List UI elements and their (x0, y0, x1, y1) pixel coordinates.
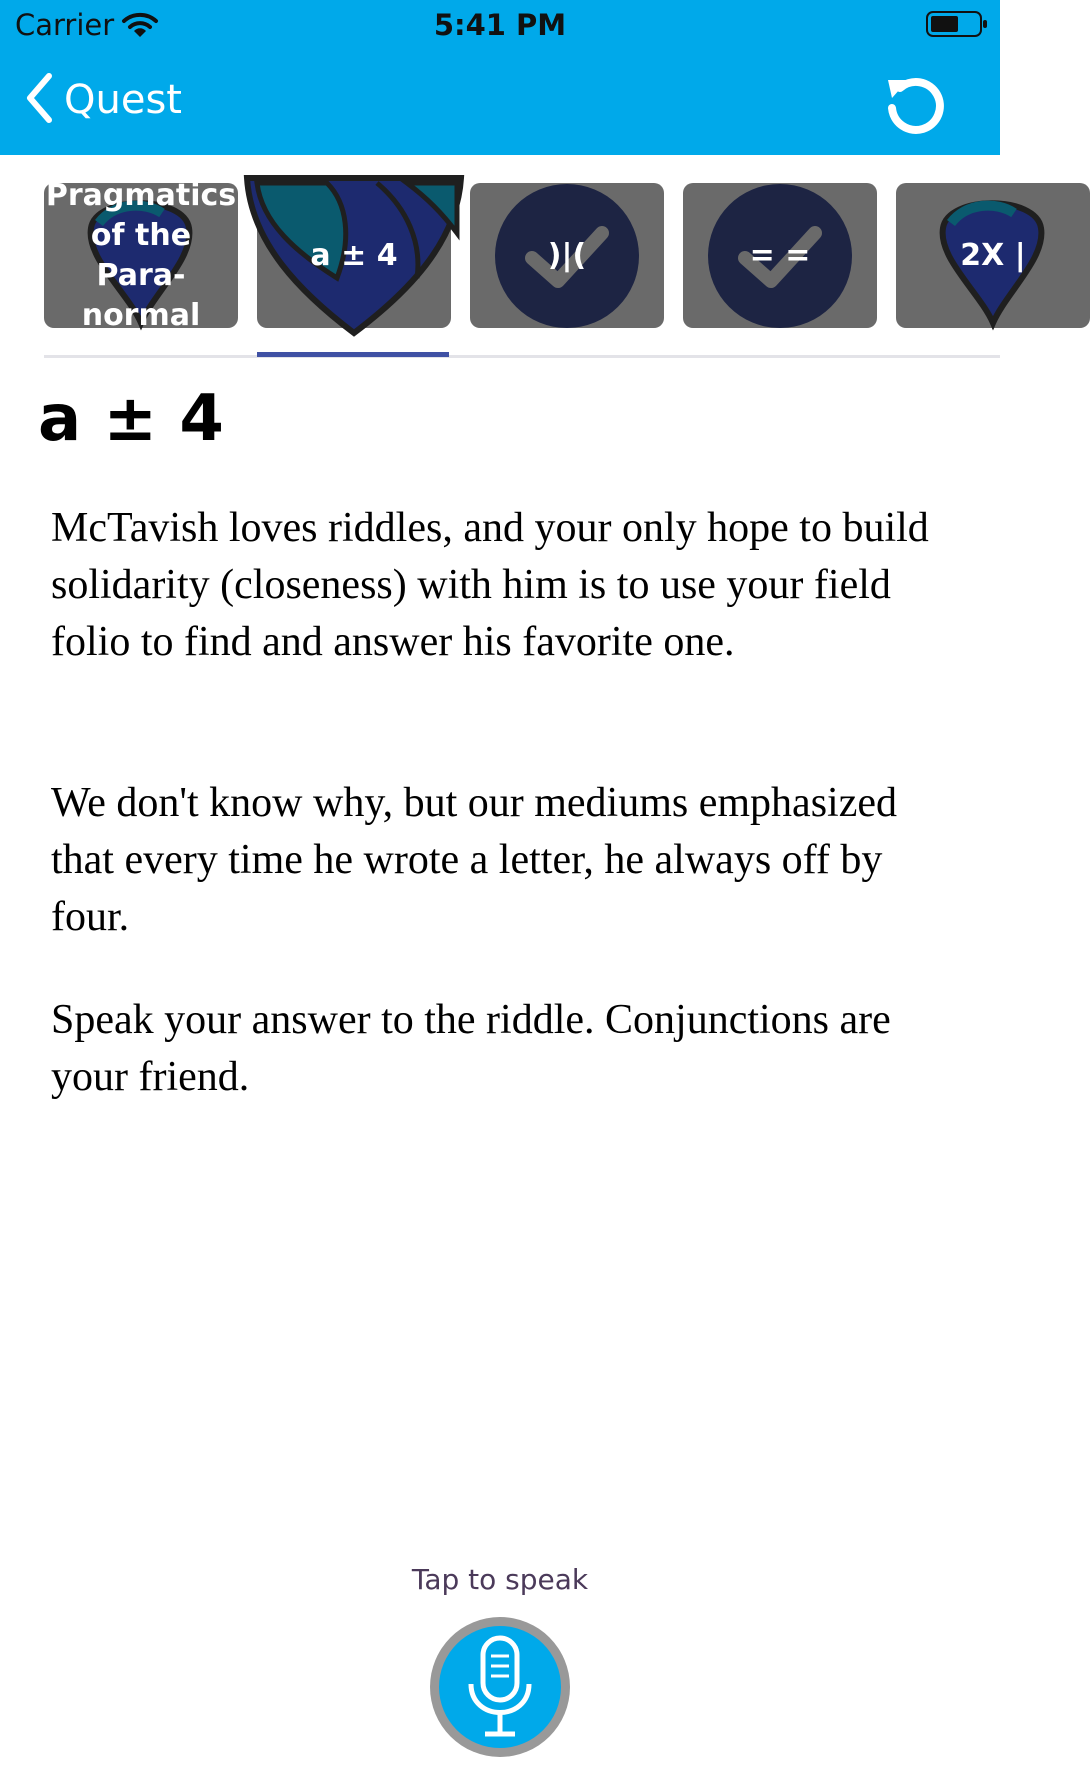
instruction-paragraph: Speak your answer to the riddle. Conjunctions are your friend. (51, 997, 891, 1100)
microphone-icon (439, 1626, 561, 1748)
carrier-label: Carrier (15, 8, 115, 42)
status-time: 5:41 PM (433, 8, 567, 42)
tab-label: 2X | (960, 237, 1026, 273)
back-label: Quest (64, 77, 182, 123)
description-paragraph: We don't know why, but our mediums emphasized that every time he wrote a letter, he always off by four. (51, 780, 897, 940)
tab-label: a ± 4 (310, 237, 398, 273)
tab-a-plus-minus-4[interactable] (257, 183, 451, 328)
tab-label: Pragmatics of the Para- normal (45, 177, 237, 333)
description-paragraph: McTavish loves riddles, and your only hope to build solidarity (closeness) with him is to use your field folio to find and answer his favorite one. (51, 505, 929, 665)
tab-label: = = (749, 237, 811, 273)
page-title: a ± 4 (38, 382, 224, 456)
back-button[interactable] (24, 72, 182, 128)
tab-bracket-riddle[interactable] (470, 183, 664, 328)
refresh-icon (880, 123, 950, 142)
speak-button-face (439, 1626, 561, 1748)
tab-pragmatics[interactable] (44, 177, 238, 333)
quest-tabs (44, 177, 1026, 333)
battery-icon (926, 11, 988, 41)
tab-label: )|( (547, 237, 587, 273)
refresh-button[interactable] (880, 68, 950, 142)
speak-button[interactable] (430, 1617, 570, 1757)
tab-equals[interactable] (683, 183, 877, 328)
tab-2x[interactable] (896, 183, 1090, 328)
navigation-bar (0, 0, 1000, 155)
selected-tab-indicator (257, 352, 449, 357)
tap-to-speak-label: Tap to speak (411, 1563, 589, 1596)
tabs-divider (44, 355, 1000, 358)
chevron-left-icon (24, 72, 54, 128)
